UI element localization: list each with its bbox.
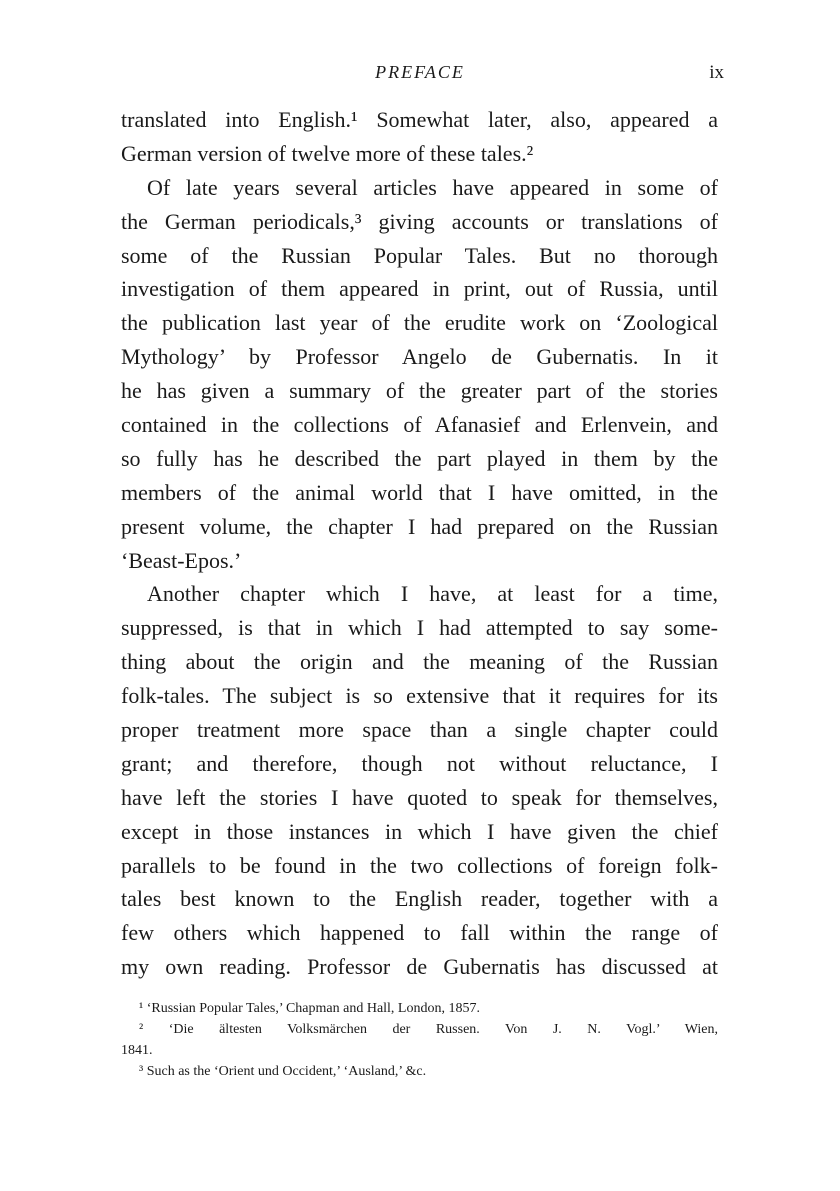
text-line: folk-tales. The subject is so extensive that it requires for its — [121, 683, 718, 709]
body-text — [121, 103, 718, 984]
text-line: Mythology’ by Professor Angelo de Gubernatis. In it — [121, 344, 718, 370]
text-line: he has given a summary of the greater part of the stories — [121, 378, 718, 404]
footnote: ³ Such as the ‘Orient und Occident,’ ‘Ausland,’ &c. — [139, 1064, 427, 1079]
text-line: Another chapter which I have, at least for a time, — [147, 581, 718, 607]
running-title: PREFACE — [375, 62, 465, 82]
text-line: translated into English.¹ Somewhat later, also, appeared a — [121, 107, 718, 132]
text-line: some of the Russian Popular Tales. But no thorough — [121, 242, 718, 268]
text-line: grant; and therefore, though not without reluctance, I — [121, 750, 718, 776]
footnote: 1841. — [121, 1043, 153, 1058]
text-line: contained in the collections of Afanasief and Erlenvein, and — [121, 412, 718, 438]
text-line: Of late years several articles have appeared in some of — [147, 174, 718, 200]
page-header — [120, 62, 724, 90]
text-line: members of the animal world that I have omitted, in the — [121, 479, 718, 505]
page-number: ix — [709, 62, 724, 83]
text-line: thing about the origin and the meaning of the Russian — [121, 649, 718, 675]
footnote: ² ‘Die ältesten Volksmärchen der Russen. Von J. N. Vogl.’ Wien, — [139, 1022, 718, 1037]
text-line: ‘Beast-Epos.’ — [121, 547, 242, 573]
text-line: suppressed, is that in which I had attempted to say some- — [121, 615, 718, 641]
text-line: so fully has he described the part played in them by the — [121, 445, 718, 471]
footnotes — [121, 998, 718, 1082]
text-line: my own reading. Professor de Gubernatis has discussed at — [121, 954, 718, 980]
text-line: the German periodicals,³ giving accounts or translations of — [121, 208, 718, 234]
text-line: present volume, the chapter I had prepared on the Russian — [121, 513, 718, 539]
text-line: proper treatment more space than a single chapter could — [121, 717, 718, 743]
text-line: have left the stories I have quoted to speak for themselves, — [121, 784, 718, 810]
text-line: the publication last year of the erudite work on ‘Zoological — [121, 310, 718, 336]
text-line: tales best known to the English reader, together with a — [121, 886, 718, 912]
text-line: German version of twelve more of these tales.² — [121, 140, 534, 166]
footnote: ¹ ‘Russian Popular Tales,’ Chapman and Hall, London, 1857. — [139, 1001, 480, 1016]
text-line: parallels to be found in the two collections of foreign folk- — [121, 852, 718, 878]
text-line: investigation of them appeared in print, out of Russia, until — [121, 276, 718, 302]
text-line: few others which happened to fall within the range of — [121, 920, 718, 946]
text-line: except in those instances in which I have given the chief — [121, 818, 718, 844]
